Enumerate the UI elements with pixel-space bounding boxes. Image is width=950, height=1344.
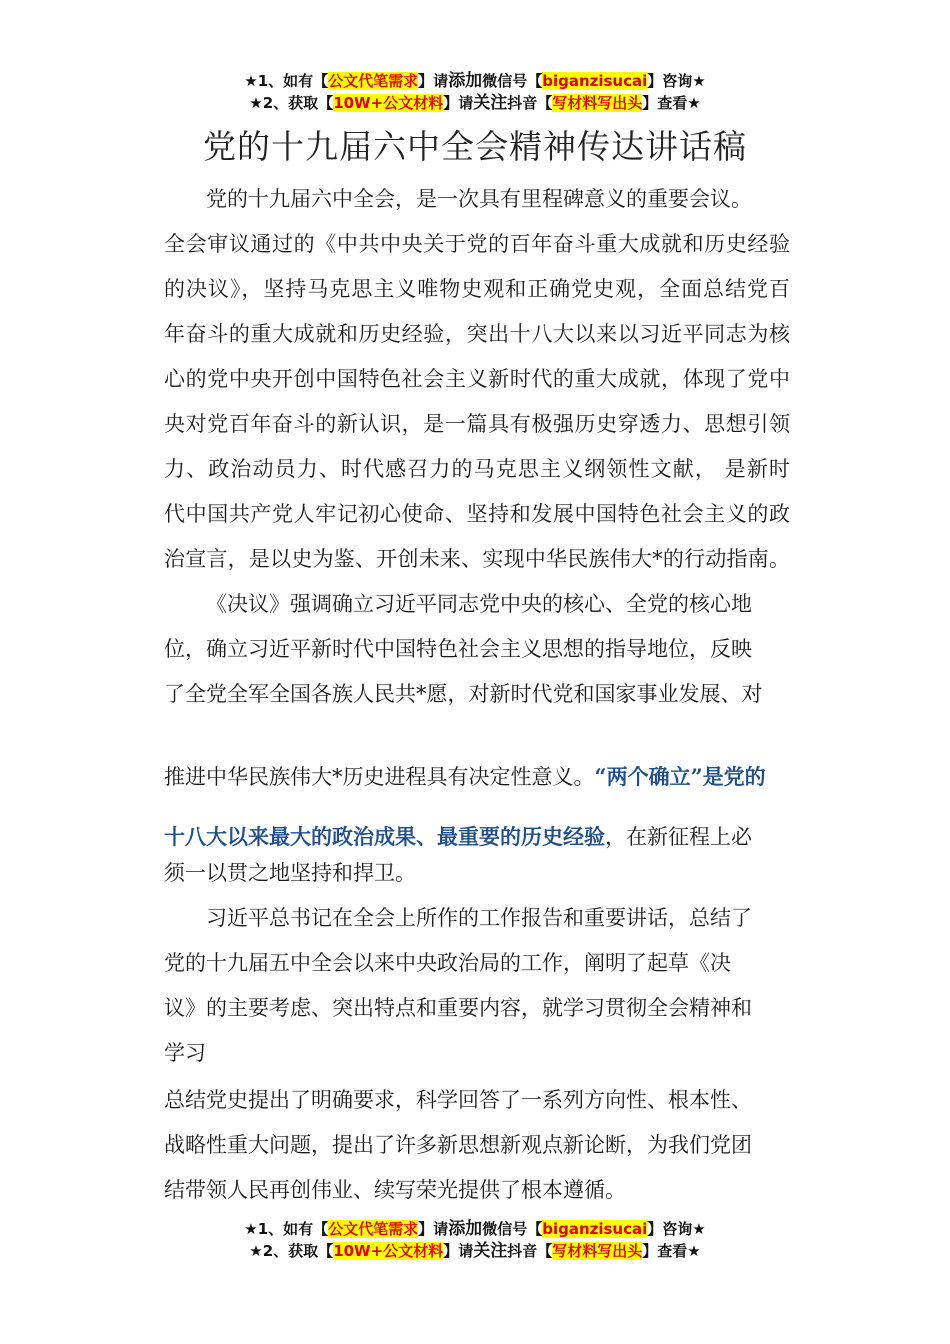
document-title: 党的十九届六中全会精神传达讲话稿: [203, 127, 747, 166]
text-line: 战略性重大问题，提出了许多新思想新观点新论断，为我们党团: [164, 1133, 752, 1157]
banner-line-2: [0, 92, 950, 114]
text-line: 学习: [164, 1041, 206, 1065]
banner-text: ★1、如有【: [244, 1220, 329, 1238]
banner-emphasis: 添加: [448, 1219, 483, 1239]
paragraph-3: [164, 747, 790, 867]
douyin-id: 写材料写出头: [552, 94, 643, 112]
wechat-id: biganzisucai: [542, 1220, 648, 1238]
text-line: 党的十九届五中全会以来中央政治局的工作，阐明了起草《决: [164, 951, 731, 975]
text-line: 全会审议通过的《中共中央关于党的百年奋斗重大成就和历史经验: [164, 232, 790, 256]
text-line: 位，确立习近平新时代中国特色社会主义思想的指导地位，反映: [164, 637, 752, 661]
text-line: 议》的主要考虑、突出特点和重要内容，就学习贯彻全会精神和: [164, 996, 752, 1020]
banner-text: ★2、获取【: [249, 94, 334, 112]
banner-text: 抖音【: [507, 1242, 553, 1260]
text-segment: 推进中华民族伟大*历史进程具有决定性意义。: [164, 765, 595, 789]
text-line: 治宣言，是以史为鉴、开创未来、实现中华民族伟大*的行动指南。: [164, 547, 790, 571]
banner-text: 】请: [418, 1220, 449, 1238]
text-line: 央对党百年奋斗的新认识，是一篇具有极强历史穿透力、思想引领: [164, 412, 790, 436]
banner-text: 】查看★: [642, 1242, 701, 1260]
paragraph-4: [164, 896, 790, 1076]
text-line: 心的党中央开创中国特色社会主义新时代的重大成就，体现了党中: [164, 367, 790, 391]
banner-text: 微信号【: [482, 1220, 543, 1238]
banner-text: 】请: [443, 1242, 474, 1260]
highlight-text: 公文代笔需求: [328, 1220, 419, 1238]
text-line: 习近平总书记在全会上所作的工作报告和重要讲话，总结了: [206, 906, 752, 930]
banner-text: 微信号【: [482, 72, 543, 90]
banner-text: 】查看★: [642, 94, 701, 112]
banner-text: 】请: [418, 72, 449, 90]
banner-line-1: [0, 70, 950, 92]
text-line: 须一以贯之地坚持和捍卫。: [164, 861, 416, 885]
wechat-id: biganzisucai: [542, 72, 648, 90]
banner-text: 抖音【: [507, 94, 553, 112]
paragraph-5: [164, 1078, 790, 1213]
banner-emphasis: 关注: [473, 93, 508, 113]
text-line: 总结党史提出了明确要求，科学回答了一系列方向性、根本性、: [164, 1088, 752, 1112]
banner-text: 】咨询★: [647, 72, 706, 90]
text-line: 结带领人民再创伟业、续写荣光提供了根本遵循。: [164, 1178, 626, 1202]
banner-text: 】咨询★: [647, 1220, 706, 1238]
emphasis-text: 十八大以来最大的政治成果、最重要的历史经验: [164, 824, 605, 849]
text-line: 年奋斗的重大成就和历史经验，突出十八大以来以习近平同志为核: [164, 322, 790, 346]
text-line: 党的十九届六中全会，是一次具有里程碑意义的重要会议。: [206, 187, 752, 211]
banner-text: 】请: [443, 94, 474, 112]
banner-emphasis: 添加: [448, 71, 483, 91]
text-line: 了全党全军全国各族人民共*愿，对新时代党和国家事业发展、对: [164, 682, 763, 706]
douyin-id: 写材料写出头: [552, 1242, 643, 1260]
paragraph-1: [164, 177, 790, 582]
banner-text: ★1、如有【: [244, 72, 329, 90]
text-line: 《决议》强调确立习近平同志党中央的核心、全党的核心地: [206, 592, 752, 616]
text-line: 力、政治动员力、时代感召力的马克思主义纲领性文献， 是新时: [164, 457, 790, 481]
emphasis-text: “两个确立”是党的: [594, 764, 766, 789]
highlight-text: 10W+公文材料: [333, 1242, 444, 1260]
highlight-text: 10W+公文材料: [333, 94, 444, 112]
paragraph-3-end: [164, 851, 790, 896]
text-line: [164, 747, 790, 807]
text-segment: ，在新征程上必: [605, 825, 752, 849]
banner-line-2: [0, 1240, 950, 1262]
text-line: 的决议》，坚持马克思主义唯物史观和正确党史观，全面总结党百: [164, 277, 790, 301]
banner-emphasis: 关注: [473, 1241, 508, 1261]
header-banner: [0, 70, 950, 114]
highlight-text: 公文代笔需求: [328, 72, 419, 90]
paragraph-2: [164, 582, 790, 717]
banner-text: ★2、获取【: [249, 1242, 334, 1260]
text-line: 代中国共产党人牢记初心使命、坚持和发展中国特色社会主义的政: [164, 502, 790, 526]
banner-line-1: [0, 1218, 950, 1240]
footer-banner: [0, 1218, 950, 1262]
